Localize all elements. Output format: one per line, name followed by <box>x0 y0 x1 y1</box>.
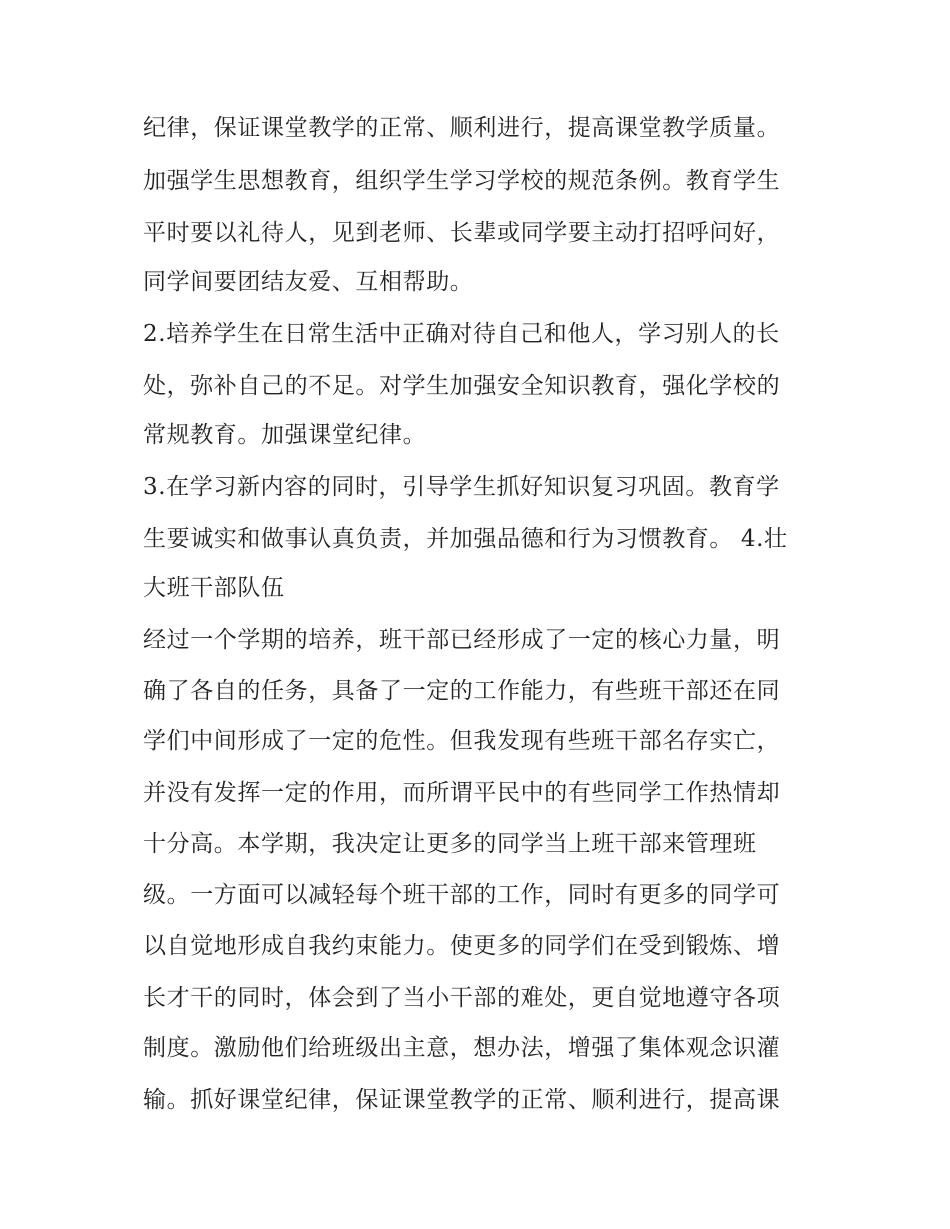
text-line: 确了各自的任务，具备了一定的工作能力，有些班干部还在同 <box>143 678 781 704</box>
text-line: 同学间要团结友爱、互相帮助。 <box>143 269 474 295</box>
text-line: 平时要以礼待人，见到老师、长辈或同学要主动打招呼问好， <box>143 220 781 246</box>
text-line: 常规教育。加强课堂纪律。 <box>143 422 427 448</box>
text-line: 加强学生思想教育，组织学生学习学校的规范条例。教育学生 <box>143 168 781 194</box>
text-line: 经过一个学期的培养，班干部已经形成了一定的核心力量，明 <box>143 627 781 653</box>
text-line: 级。一方面可以减轻每个班干部的工作，同时有更多的同学可 <box>143 882 781 908</box>
text-line: 以自觉地形成自我约束能力。使更多的同学们在受到锻炼、增 <box>143 933 781 959</box>
text-line: 学们中间形成了一定的危性。但我发现有些班干部名存实亡， <box>143 728 781 754</box>
text-line: 十分高。本学期，我决定让更多的同学当上班干部来管理班 <box>143 831 757 857</box>
text-line: 生要诚实和做事认真负责，并加强品德和行为习惯教育。 4.壮 <box>143 526 788 552</box>
text-line: 纪律，保证课堂教学的正常、顺利进行，提高课堂教学质量。 <box>143 115 781 141</box>
text-line: 大班干部队伍 <box>143 575 285 601</box>
text-line: 制度。激励他们给班级出主意，想办法，增强了集体观念识灌 <box>143 1035 781 1061</box>
text-line: 3.在学习新内容的同时，引导学生抓好知识复习巩固。教育学 <box>143 474 780 500</box>
text-line: 输。抓好课堂纪律，保证课堂教学的正常、顺利进行，提高课 <box>143 1087 781 1113</box>
text-line: 并没有发挥一定的作用，而所谓平民中的有些同学工作热情却 <box>143 780 781 806</box>
text-line: 2.培养学生在日常生活中正确对待自己和他人，学习别人的长 <box>143 321 780 347</box>
text-line: 处，弥补自己的不足。对学生加强安全知识教育，强化学校的 <box>143 373 781 399</box>
text-line: 长才干的同时，体会到了当小干部的难处，更自觉地遵守各项 <box>143 985 781 1011</box>
